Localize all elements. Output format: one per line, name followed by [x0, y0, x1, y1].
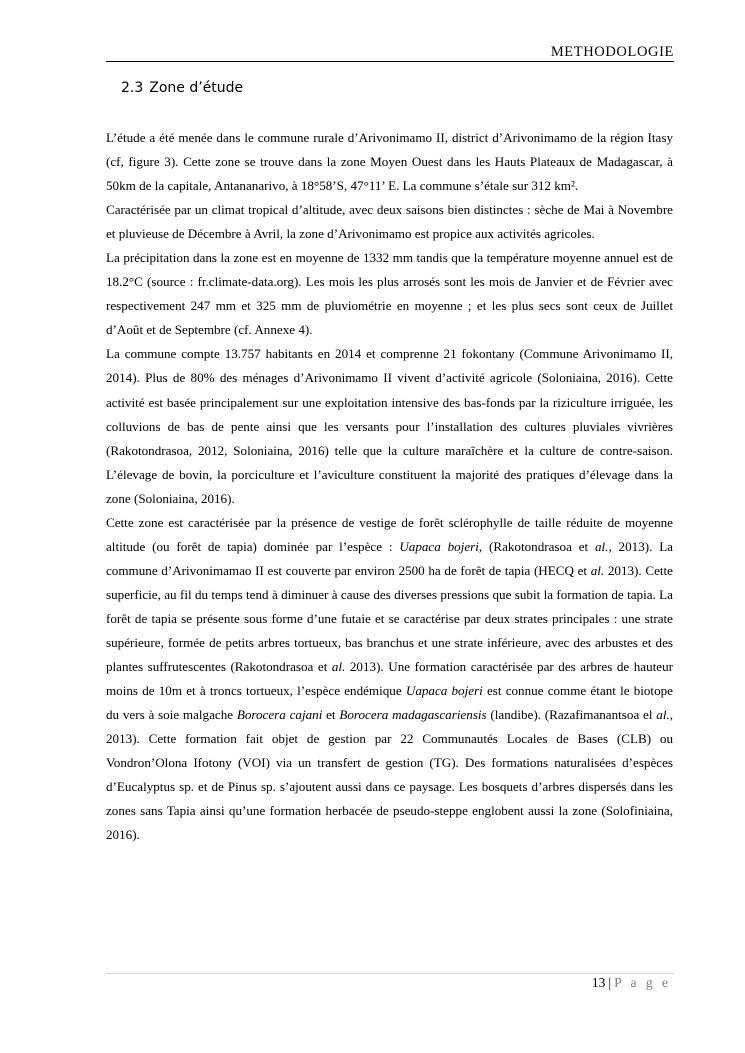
footer-rule: [106, 973, 674, 974]
page-footer: [592, 975, 671, 991]
page-label: P a g e: [614, 975, 671, 990]
header-rule: [106, 61, 674, 62]
running-header: METHODOLOGIE: [550, 44, 674, 60]
paragraph: La commune compte 13.757 habitants en 2014 et comprenne 21 fokontany (Commune Arivonimamo II, 2014). Plus de 80% des ménages d’Arivonimamo II vivent d’activité agricole (Soloniaina, 2016). Cette activité est basée principalement sur une exploitation intensive des bas-fonds par la riziculture irriguée, les colluvions de bas de pente ainsi que les versants pour l’installation des cultures pluviales vivrières (Rakotondrasoa, 2012, Soloniaina, 2016) telle que la culture maraîchère et la culture de contre-saison. L’élevage de bovin, la porciculture et l’aviculture constituent la majorité des pratiques d’élevage dans la zone (Soloniaina, 2016).: [106, 346, 673, 506]
paragraph: Caractérisée par un climat tropical d’altitude, avec deux saisons bien distinctes : sèche de Mai à Novembre et pluvieuse de Décembre à Avril, la zone d’Arivonimamo est propice aux activités agricoles.: [106, 202, 673, 242]
paragraph: La précipitation dans la zone est en moyenne de 1332 mm tandis que la température moyenne annuel est de 18.2°C (source : fr.climate-data.org). Les mois les plus arrosés sont les mois de Janvier et de Février avec respectivement 247 mm et 325 mm de pluviométrie en moyenne ; et les plus secs sont ceux de Juillet d’Août et de Septembre (cf. Annexe 4).: [106, 250, 673, 338]
paragraph: Cette zone est caractérisée par la présence de vestige de forêt sclérophylle de taille réduite de moyenne altitude (ou forêt de tapia) dominée par l’espèce : Uapaca bojeri, (Rakotondrasoa et al., 2013). La commune d’Arivonimamao II est couverte par environ 2500 ha de forêt de tapia (HECQ et al. 2013). Cette superficie, au fil du temps tend à diminuer à cause des diverses pressions que subit la formation de tapia. La forêt de tapia se présente sous forme d’une futaie et se caractérise par deux strates principales : une strate supérieure, formée de petits arbres tortueux, bas branchus et une strate inférieure, avec des arbustes et des plantes suffrutescentes (Rakotondrasoa et al. 2013). Une formation caractérisée par des arbres de hauteur moins de 10m et à troncs tortueux, l’espèce endémique Uapaca bojeri est connue comme étant le biotope du vers à soie malgache Borocera cajani et Borocera madagascariensis (landibe). (Razafimanantsoa el al., 2013). Cette formation fait objet de gestion par 22 Communautés Locales de Bases (CLB) ou Vondron’Olona Ifotony (VOI) via un transfert de gestion (TG). Des formations naturalisées d’espèces d’Eucalyptus sp. et de Pinus sp. s’ajoutent aussi dans ce paysage. Les bosquets d’arbres dispersés dans les zones sans Tapia ainsi qu’une formation herbacée de pseudo-steppe englobent aussi la zone (Solofiniaina, 2016).: [106, 514, 674, 843]
body-text: [106, 126, 673, 847]
page-number: 13: [591, 975, 606, 990]
section-number: 2.3: [121, 80, 144, 96]
section-title: Zone d’étude: [149, 80, 244, 96]
section-heading: [121, 80, 249, 96]
paragraph: L’étude a été menée dans le commune rurale d’Arivonimamo II, district d’Arivonimamo de la région Itasy (cf, figure 3). Cette zone se trouve dans la zone Moyen Ouest dans les Hauts Plateaux de Madagascar, à 50km de la capitale, Antananarivo, à 18°58’S, 47°11’ E. La commune s’étale sur 312 km².: [106, 130, 673, 194]
footer-separator: |: [608, 975, 612, 990]
